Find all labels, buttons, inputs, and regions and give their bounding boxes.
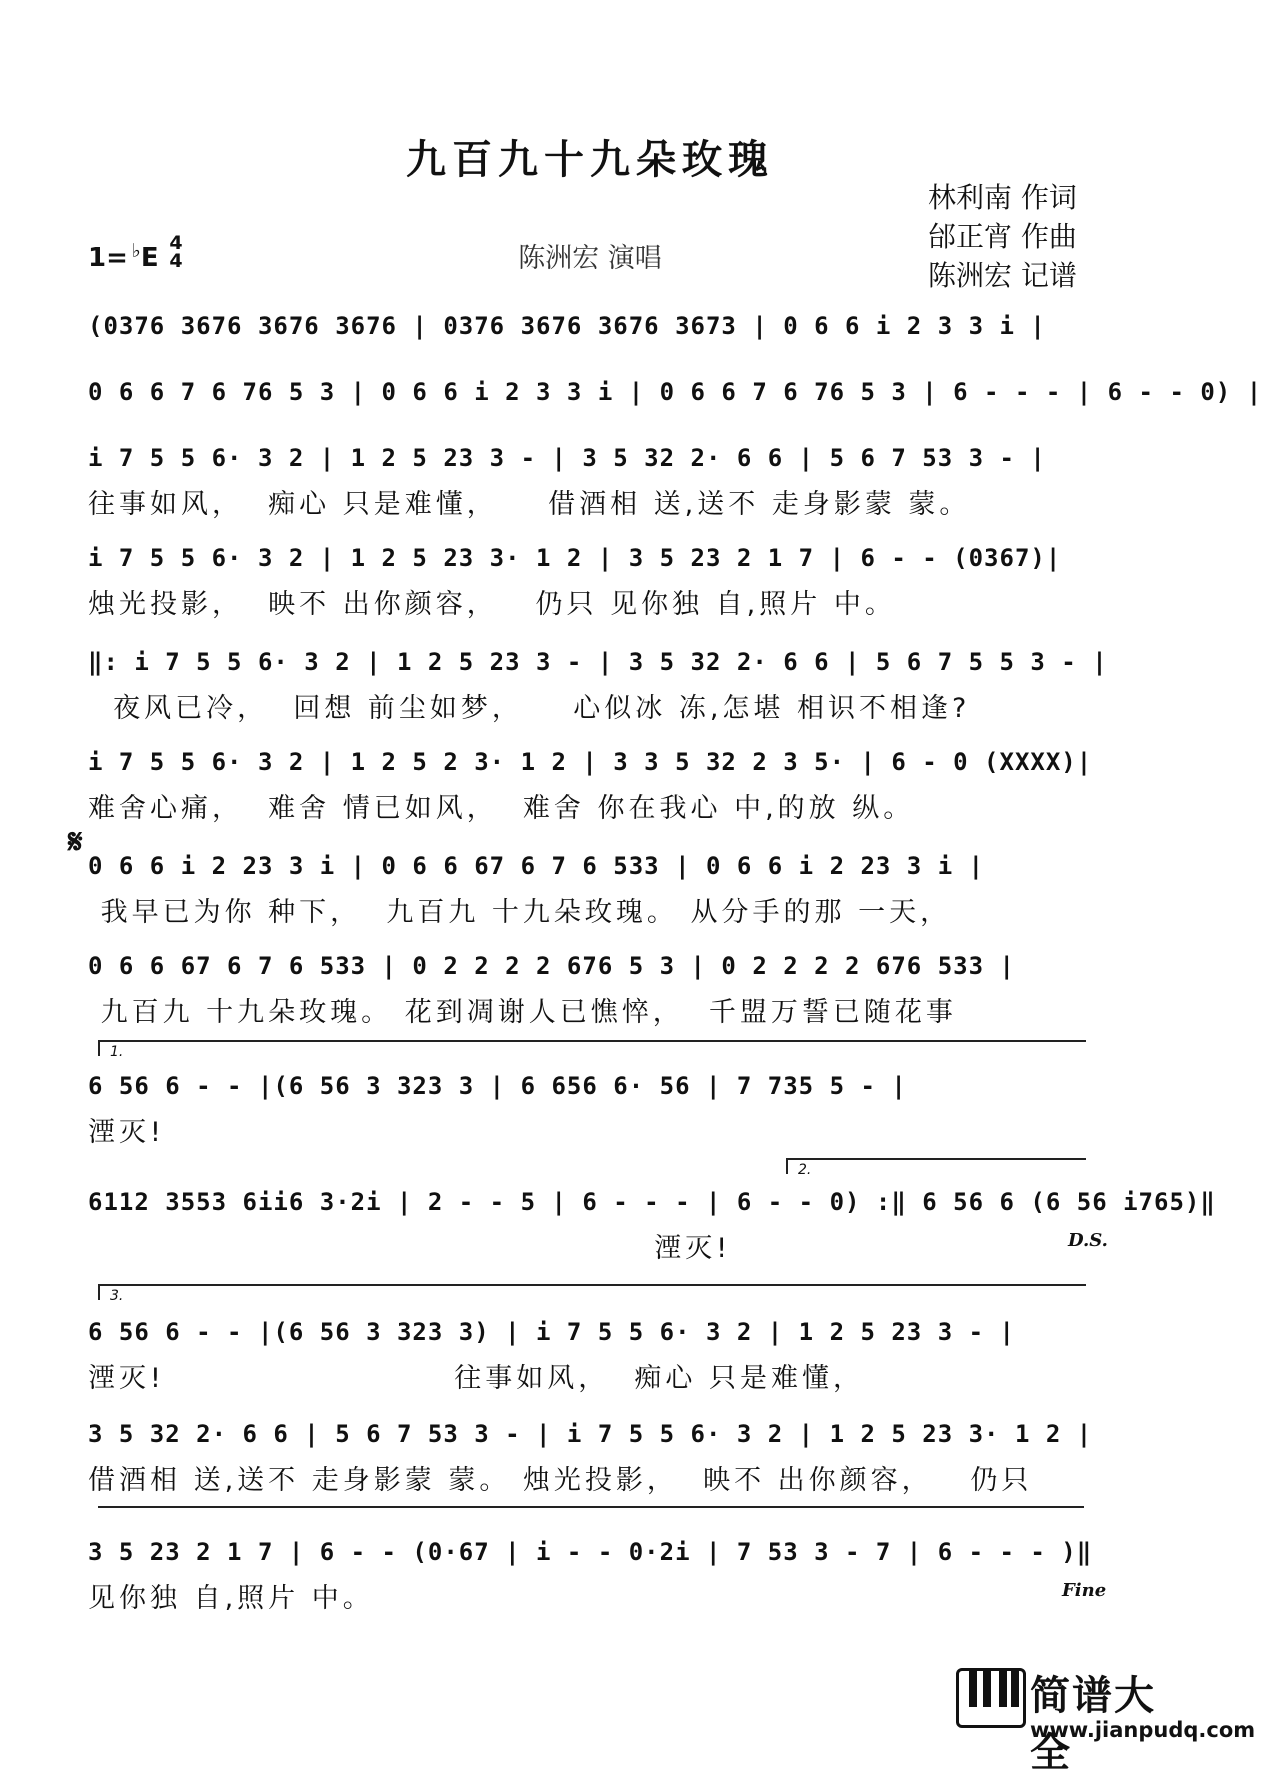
composer-credit: 邰正宵 作曲 — [928, 220, 1077, 253]
time-signature-bottom: 4 — [169, 250, 183, 272]
key-letter: E — [140, 243, 159, 273]
volta-bracket-2 — [786, 1158, 1086, 1174]
score-row-8 — [88, 952, 1088, 1032]
logo-url: www.jianpudq.com — [1030, 1718, 1256, 1742]
site-logo — [956, 1660, 1256, 1776]
lyrics-line: 往事如风， 痴心 只是难懂， 借酒相 送,送不 走身影蒙 蒙。 — [88, 489, 971, 520]
score-row-7 — [88, 852, 1088, 932]
lyrics-line: 九百九 十九朵玫瑰。 花到凋谢人已憔悴， 千盟万誓已随花事 — [88, 997, 957, 1028]
lyrics-line: 湮灭! 往事如风， 痴心 只是难懂， — [88, 1363, 864, 1394]
score-row-3 — [88, 444, 1088, 524]
notation-line: 3 5 23 2 1 7 | 6 - - (0·67 | i - - 0·2i | 7 53 3 - 7 | 6 - - - )‖ — [88, 1538, 1093, 1566]
piano-icon — [956, 1668, 1026, 1728]
segno-sign: 𝄋 — [68, 822, 83, 862]
score-row-13 — [88, 1538, 1093, 1618]
volta-bracket-end — [98, 1506, 1084, 1522]
ds-mark: D.S. — [1068, 1230, 1108, 1251]
lyricist-credit: 林利南 作词 — [928, 181, 1077, 214]
volta-number-2: 2. — [798, 1162, 812, 1178]
transcriber-credit: 陈洲宏 记谱 — [928, 259, 1077, 292]
score-row-4 — [88, 544, 1088, 624]
lyrics-line: 夜风已冷， 回想 前尘如梦， 心似冰 冻,怎堪 相识不相逢? — [88, 693, 971, 724]
lyrics-line: 湮灭! — [88, 1233, 732, 1264]
notation-line: 6 56 6 - - |(6 56 3 323 3 | 6 656 6· 56 | 7 735 5 - | — [88, 1072, 907, 1100]
singer-credit: 陈洲宏 演唱 — [518, 243, 662, 274]
volta-number-3: 3. — [110, 1288, 124, 1304]
notation-line: 0 6 6 67 6 7 6 533 | 0 2 2 2 2 676 5 3 | 0 2 2 2 2 676 533 | — [88, 952, 1015, 980]
lyrics-line: 湮灭! — [88, 1117, 165, 1148]
notation-line: 0 6 6 i 2 23 3 i | 0 6 6 67 6 7 6 533 | 0 6 6 i 2 23 3 i | — [88, 852, 985, 880]
notation-line: (0376 3676 3676 3676 | 0376 3676 3676 3673 | 0 6 6 i 2 3 3 i | — [88, 312, 1046, 340]
notation-line: 3 5 32 2· 6 6 | 5 6 7 53 3 - | i 7 5 5 6· 3 2 | 1 2 5 23 3· 1 2 | — [88, 1420, 1093, 1448]
notation-line: 6 56 6 - - |(6 56 3 323 3) | i 7 5 5 6· 3 2 | 1 2 5 23 3 - | — [88, 1318, 1015, 1346]
fine-mark: Fine — [1062, 1580, 1107, 1601]
notation-line: i 7 5 5 6· 3 2 | 1 2 5 23 3· 1 2 | 3 5 23 2 1 7 | 6 - - (0367)| — [88, 544, 1062, 572]
score-row-5 — [88, 648, 1108, 728]
score-row-12 — [88, 1420, 1093, 1500]
notation-line: i 7 5 5 6· 3 2 | 1 2 5 23 3 - | 3 5 32 2· 6 6 | 5 6 7 53 3 - | — [88, 444, 1046, 472]
flat-symbol: ♭ — [131, 240, 141, 262]
lyrics-line: 我早已为你 种下， 九百九 十九朵玫瑰。 从分手的那 一天， — [88, 897, 952, 928]
notation-line: ‖: i 7 5 5 6· 3 2 | 1 2 5 23 3 - | 3 5 32 2· 6 6 | 5 6 7 5 5 3 - | — [88, 648, 1108, 676]
lyrics-line: 借酒相 送,送不 走身影蒙 蒙。 烛光投影， 映不 出你颜容， 仍只 — [88, 1465, 1033, 1496]
volta-number-1: 1. — [110, 1044, 124, 1060]
notation-line: i 7 5 5 6· 3 2 | 1 2 5 2 3· 1 2 | 3 3 5 32 2 3 5· | 6 - 0 (XXXX)| — [88, 748, 1093, 776]
time-signature-top: 4 — [169, 232, 183, 254]
volta-bracket-1 — [98, 1040, 1086, 1056]
lyrics-line: 见你独 自,照片 中。 — [88, 1583, 374, 1614]
score-row-6 — [88, 748, 1093, 828]
song-title: 九百九十九朵玫瑰 — [406, 137, 774, 183]
lyrics-line: 难舍心痛， 难舍 情已如风， 难舍 你在我心 中,的放 纵。 — [88, 793, 915, 824]
score-row-9 — [88, 1072, 1088, 1152]
score-row-11 — [88, 1318, 1088, 1398]
lyrics-line: 烛光投影， 映不 出你颜容， 仍只 见你独 自,照片 中。 — [88, 589, 896, 620]
volta-bracket-3 — [98, 1284, 1086, 1300]
score-row-10 — [88, 1188, 1216, 1268]
key-prefix: 1= — [88, 243, 128, 273]
notation-line: 6112 3553 6ii6 3·2i | 2 - - 5 | 6 - - - | 6 - - 0) :‖ 6 56 6 (6 56 i765)‖ — [88, 1188, 1216, 1216]
notation-line: 0 6 6 7 6 76 5 3 | 0 6 6 i 2 3 3 i | 0 6 6 7 6 76 5 3 | 6 - - - | 6 - - 0) | — [88, 378, 1262, 406]
logo-name: 简谱大全 — [1030, 1673, 1156, 1776]
